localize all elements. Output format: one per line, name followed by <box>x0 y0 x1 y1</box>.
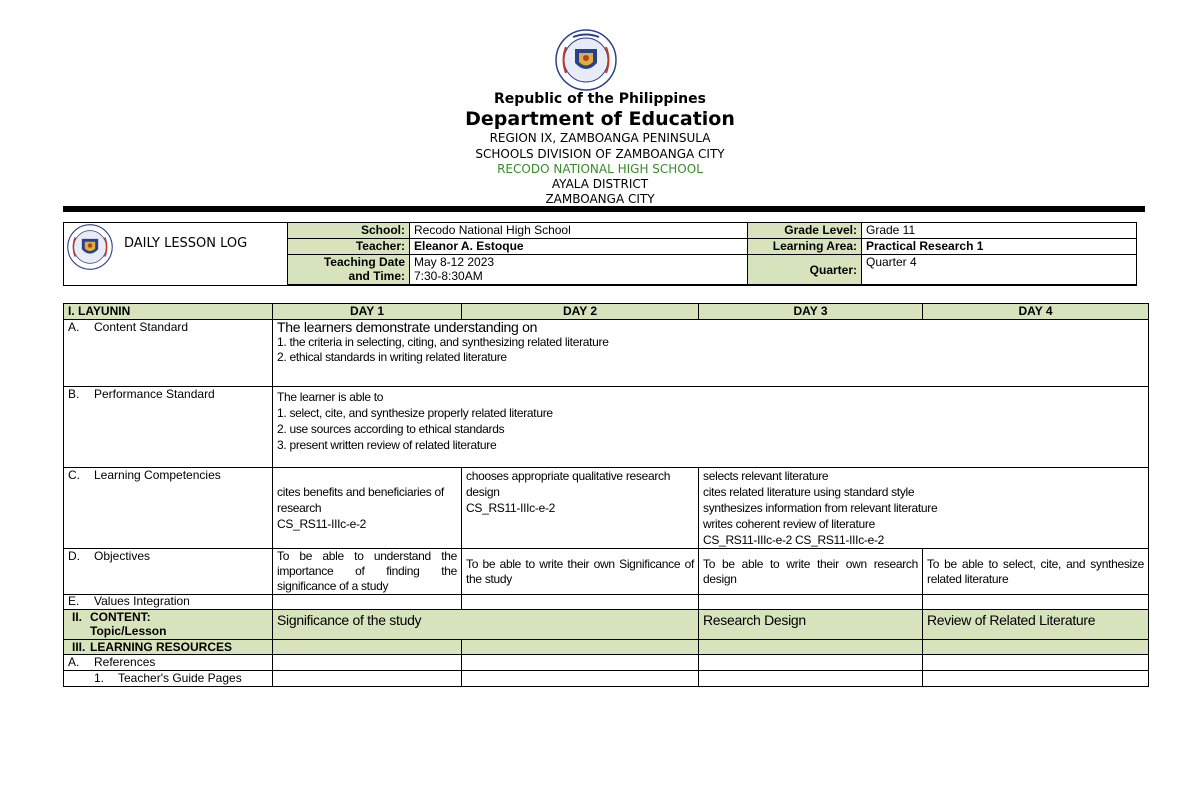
competency-code: CS_RS11-IIIc-e-2 <box>466 501 556 515</box>
references-day4 <box>923 655 1149 671</box>
resources-label <box>64 640 273 655</box>
row-label: References <box>94 655 156 669</box>
performance-standard-row <box>64 387 1149 468</box>
deped-seal-small-icon <box>67 224 113 270</box>
row-label: Objectives <box>94 549 151 563</box>
values-label <box>64 595 273 610</box>
district-heading: AYALA DISTRICT <box>551 177 649 191</box>
day2-header: DAY 2 <box>462 304 699 320</box>
competency-line: selects relevant literature <box>703 469 829 483</box>
objectives-day1: To be able to understand the importance of finding the significance of a study <box>273 549 462 595</box>
competencies-day2 <box>462 468 699 549</box>
values-day4 <box>923 595 1149 610</box>
teachers-guide-label <box>64 671 273 687</box>
content-row <box>64 610 1149 640</box>
objectives-day2: To be able to write their own Significance of the study <box>462 549 699 595</box>
competencies-row <box>64 468 1149 549</box>
grade-level-value: Grade 11 <box>862 223 1137 239</box>
teachers-guide-day1 <box>273 671 462 687</box>
references-label <box>64 655 273 671</box>
date-value: May 8-12 2023 <box>414 255 495 269</box>
content-standard-label <box>64 320 273 387</box>
competency-line: synthesizes information from relevant literature <box>703 501 938 515</box>
day4-header: DAY 4 <box>923 304 1149 320</box>
city-heading: ZAMBOANGA CITY <box>545 192 655 206</box>
competency-line: cites benefits and beneficiaries of <box>277 485 444 499</box>
row-letter: A. <box>68 320 80 334</box>
teaching-date-value <box>410 255 748 285</box>
resources-day3 <box>699 640 923 655</box>
content-standard-cell <box>273 320 1149 387</box>
content-standard-line2: 2. ethical standards in writing related literature <box>277 350 507 364</box>
content-day4: Review of Related Literature <box>923 610 1149 640</box>
school-value: Recodo National High School <box>410 223 748 239</box>
table-header-row <box>64 304 1149 320</box>
performance-standard-line2: 2. use sources according to ethical standards <box>277 422 505 436</box>
teaching-date-label-line2: and Time: <box>348 269 405 283</box>
resources-day2 <box>462 640 699 655</box>
competencies-day1 <box>273 468 462 549</box>
teacher-value: Eleanor A. Estoque <box>410 239 748 255</box>
references-day1 <box>273 655 462 671</box>
division-heading: SCHOOLS DIVISION OF ZAMBOANGA CITY <box>475 147 725 161</box>
values-day3 <box>699 595 923 610</box>
values-day2 <box>462 595 699 610</box>
content-standard-line0: The learners demonstrate understanding on <box>277 319 538 335</box>
row-number: III. <box>72 640 86 654</box>
content-label-line2: Topic/Lesson <box>90 624 167 638</box>
teachers-guide-day2 <box>462 671 699 687</box>
values-day1 <box>273 595 462 610</box>
teaching-date-label <box>288 255 410 285</box>
daily-lesson-log-title: DAILY LESSON LOG <box>124 236 248 251</box>
competencies-day3-4 <box>699 468 1149 549</box>
references-row <box>64 655 1149 671</box>
region-heading: REGION IX, ZAMBOANGA PENINSULA <box>489 131 711 145</box>
content-standard-row <box>64 320 1149 387</box>
objectives-label <box>64 549 273 595</box>
teachers-guide-day4 <box>923 671 1149 687</box>
row-label: Values Integration <box>94 594 190 608</box>
performance-standard-line3: 3. present written review of related literature <box>277 438 497 452</box>
lesson-table <box>63 303 1149 687</box>
row-letter: E. <box>68 594 80 608</box>
time-value: 7:30-8:30AM <box>414 269 483 283</box>
resources-day1 <box>273 640 462 655</box>
quarter-value: Quarter 4 <box>862 255 1137 285</box>
competency-line: research <box>277 501 322 515</box>
row-number: II. <box>72 610 83 624</box>
row-letter: C. <box>68 468 80 482</box>
row-label: Performance Standard <box>94 387 215 401</box>
performance-standard-cell <box>273 387 1149 468</box>
performance-standard-line0: The learner is able to <box>277 390 384 404</box>
resources-day4 <box>923 640 1149 655</box>
competency-line: writes coherent review of literature <box>703 517 875 531</box>
row-number: 1. <box>94 671 105 685</box>
performance-standard-label <box>64 387 273 468</box>
competency-code: CS_RS11-IIIc-e-2 <box>277 517 367 531</box>
competencies-label <box>64 468 273 549</box>
row-label: Teacher's Guide Pages <box>118 671 242 685</box>
teachers-guide-row <box>64 671 1149 687</box>
content-label-line1: CONTENT: <box>90 610 151 624</box>
grade-level-label: Grade Level: <box>748 223 862 239</box>
republic-heading: Republic of the Philippines <box>494 91 706 107</box>
teaching-date-label-line1: Teaching Date <box>323 255 405 269</box>
performance-standard-line1: 1. select, cite, and synthesize properly related literature <box>277 406 553 420</box>
day3-header: DAY 3 <box>699 304 923 320</box>
objectives-day3: To be able to write their own research design <box>699 549 923 595</box>
references-day2 <box>462 655 699 671</box>
learning-area-label: Learning Area: <box>748 239 862 255</box>
objectives-row <box>64 549 1149 595</box>
values-row <box>64 595 1149 610</box>
row-label: Learning Competencies <box>94 468 221 482</box>
objectives-day4: To be able to select, cite, and synthesize related literature <box>923 549 1149 595</box>
deped-seal-icon <box>555 29 617 91</box>
layunin-header: I. LAYUNIN <box>64 304 273 320</box>
content-standard-line1: 1. the criteria in selecting, citing, and synthesizing related literature <box>277 335 609 349</box>
day1-header: DAY 1 <box>273 304 462 320</box>
row-letter: B. <box>68 387 80 401</box>
competency-line: cites related literature using standard style <box>703 485 915 499</box>
info-table <box>287 222 1137 285</box>
teacher-label: Teacher: <box>288 239 410 255</box>
row-label: Content Standard <box>94 320 189 334</box>
school-label: School: <box>288 223 410 239</box>
resources-row <box>64 640 1149 655</box>
content-day1-2: Significance of the study <box>273 610 699 640</box>
school-heading: RECODO NATIONAL HIGH SCHOOL <box>497 162 703 176</box>
references-day3 <box>699 655 923 671</box>
competency-line: design <box>466 485 500 499</box>
row-label: LEARNING RESOURCES <box>90 640 233 654</box>
competency-line: chooses appropriate qualitative research <box>466 469 671 483</box>
quarter-label: Quarter: <box>748 255 862 285</box>
learning-area-value: Practical Research 1 <box>862 239 1137 255</box>
header-divider <box>63 206 1145 212</box>
content-label <box>64 610 273 640</box>
department-heading: Department of Education <box>465 108 735 130</box>
row-letter: D. <box>68 549 80 563</box>
teachers-guide-day3 <box>699 671 923 687</box>
row-letter: A. <box>68 655 80 669</box>
content-day3: Research Design <box>699 610 923 640</box>
competency-code: CS_RS11-IIIc-e-2 CS_RS11-IIIc-e-2 <box>703 533 885 547</box>
